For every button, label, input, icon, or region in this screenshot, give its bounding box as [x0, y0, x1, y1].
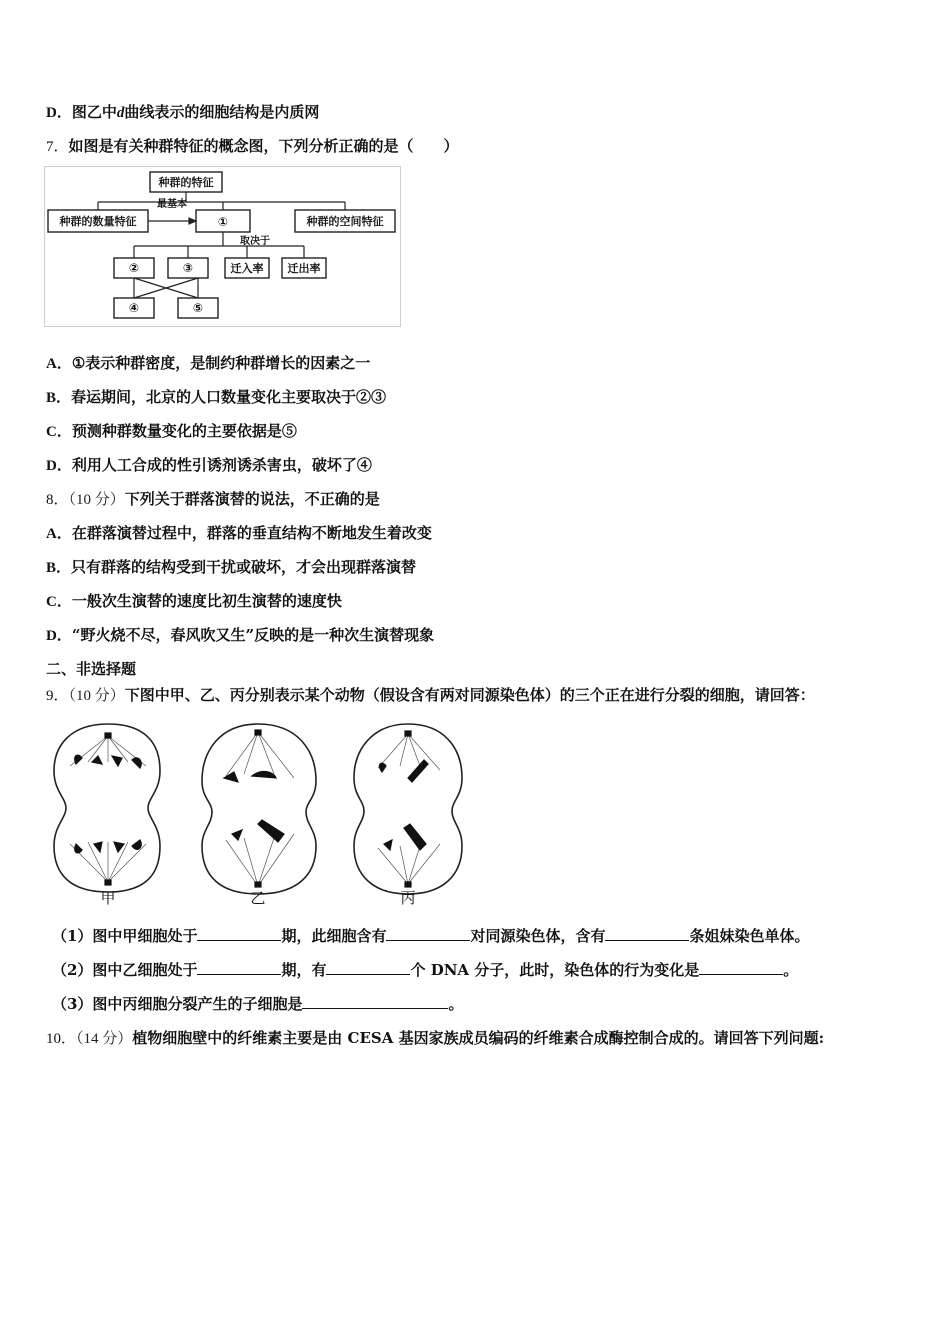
answer-blank[interactable] — [699, 960, 783, 975]
q7-option-d — [46, 455, 372, 476]
q7-option-c — [46, 421, 297, 442]
sub-text: 期，有 — [281, 961, 327, 979]
option-letter: D． — [46, 105, 72, 121]
dividing-cells-figure — [48, 716, 468, 906]
option-text: 只有群落的结构受到干扰或破坏，才会出现群落演替 — [71, 558, 417, 576]
option-letter: A． — [46, 356, 72, 372]
answer-blank[interactable] — [326, 960, 410, 975]
q10-stem — [46, 1028, 824, 1049]
answer-blank[interactable] — [386, 926, 470, 941]
sub-text: 期，此细胞含有 — [281, 927, 387, 945]
question-number: 8． — [46, 492, 69, 508]
option-text: 春运期间，北京的人口数量变化主要取决于②③ — [71, 388, 387, 406]
question-text: 植物细胞壁中的纤维素主要是由 CESA 基因家族成员编码的纤维素合成酶控制合成的。请回答下列问题: — [132, 1029, 825, 1047]
cell-yi-outline — [202, 724, 316, 894]
option-letter: D． — [46, 628, 72, 644]
q8-option-d — [46, 625, 434, 646]
cell-jia-outline — [54, 724, 160, 892]
sub-text: 。 — [448, 995, 464, 1013]
node-1: ① — [217, 215, 229, 229]
option-text: “野火烧不尽，春风吹又生”反映的是一种次生演替现象 — [71, 626, 435, 644]
sub-text: 条姐妹染色单体。 — [689, 927, 810, 945]
question-score: （14 分） — [76, 1031, 133, 1047]
option-letter: B． — [46, 390, 72, 406]
variable-d: d — [116, 105, 125, 121]
q9-sub2 — [52, 960, 798, 980]
option-letter: B． — [46, 560, 72, 576]
q7-option-a — [46, 353, 370, 374]
sub-text: （1）图中甲细胞处于 — [52, 927, 198, 945]
question-number: 10． — [46, 1031, 77, 1047]
option-text-post: 曲线表示的细胞结构是内质网 — [124, 103, 320, 121]
node-4: ④ — [128, 301, 140, 315]
answer-blank[interactable] — [302, 994, 448, 1009]
label-most-basic: 最基本 — [157, 199, 187, 210]
q9-stem — [46, 685, 815, 706]
q9-sub1 — [52, 926, 810, 946]
question-text: 下图中甲、乙、丙分别表示某个动物（假设含有两对同源染色体）的三个正在进行分裂的细胞，请回答： — [124, 686, 815, 704]
node-immigration-rate: 迁入率 — [230, 262, 264, 275]
population-concept-map — [44, 166, 402, 328]
question-number: 9． — [46, 688, 69, 704]
node-3: ③ — [182, 261, 194, 275]
label-yi: 乙 — [250, 889, 266, 906]
section-title: 二、非选择题 — [46, 660, 137, 678]
answer-blank[interactable] — [197, 960, 281, 975]
sub-text: 个 DNA 分子，此时，染色体的行为变化是 — [410, 961, 700, 979]
q9-sub3 — [52, 994, 463, 1014]
answer-blank[interactable] — [605, 926, 689, 941]
option-letter: D． — [46, 458, 72, 474]
node-quantity-characteristics: 种群的数量特征 — [59, 215, 137, 228]
node-spatial-characteristics: 种群的空间特征 — [306, 215, 384, 228]
node-5: ⑤ — [192, 301, 204, 315]
option-text: 一般次生演替的速度比初生演替的速度快 — [71, 592, 342, 610]
sub-text: （3）图中丙细胞分裂产生的子细胞是 — [52, 995, 303, 1013]
node-emigration-rate: 迁出率 — [287, 262, 321, 275]
q6-option-d — [46, 102, 319, 123]
option-text: 预测种群数量变化的主要依据是⑤ — [71, 422, 297, 440]
q7-option-b — [46, 387, 386, 408]
sub-text: 对同源染色体，含有 — [470, 927, 606, 945]
question-text: 下列关于群落演替的说法，不正确的是 — [124, 490, 380, 508]
q8-option-c — [46, 591, 342, 612]
question-score: （10 分） — [68, 492, 125, 508]
option-text: 在群落演替过程中，群落的垂直结构不断地发生着改变 — [71, 524, 432, 542]
sub-text: 。 — [783, 961, 799, 979]
question-score: （10 分） — [68, 688, 125, 704]
q8-option-b — [46, 557, 416, 578]
label-jia: 甲 — [100, 889, 116, 906]
q8-stem — [46, 489, 380, 510]
sub-text: （2）图中乙细胞处于 — [52, 961, 198, 979]
cell-bing-outline — [354, 724, 462, 894]
q7-stem — [46, 136, 459, 157]
label-depends-on: 取决于 — [240, 236, 270, 247]
node-2: ② — [128, 261, 140, 275]
node-population-characteristics: 种群的特征 — [158, 176, 214, 189]
option-text-pre: 图乙中 — [71, 103, 117, 121]
q8-option-a — [46, 523, 432, 544]
question-text: 如图是有关种群特征的概念图，下列分析正确的是（ ） — [68, 137, 459, 155]
question-number: 7． — [46, 139, 69, 155]
label-bing: 丙 — [400, 889, 416, 906]
option-letter: C． — [46, 424, 72, 440]
option-text: ①表示种群密度，是制约种群增长的因素之一 — [71, 354, 371, 372]
answer-blank[interactable] — [197, 926, 281, 941]
option-letter: A． — [46, 526, 72, 542]
option-letter: C． — [46, 594, 72, 610]
option-text: 利用人工合成的性引诱剂诱杀害虫，破坏了④ — [71, 456, 372, 474]
